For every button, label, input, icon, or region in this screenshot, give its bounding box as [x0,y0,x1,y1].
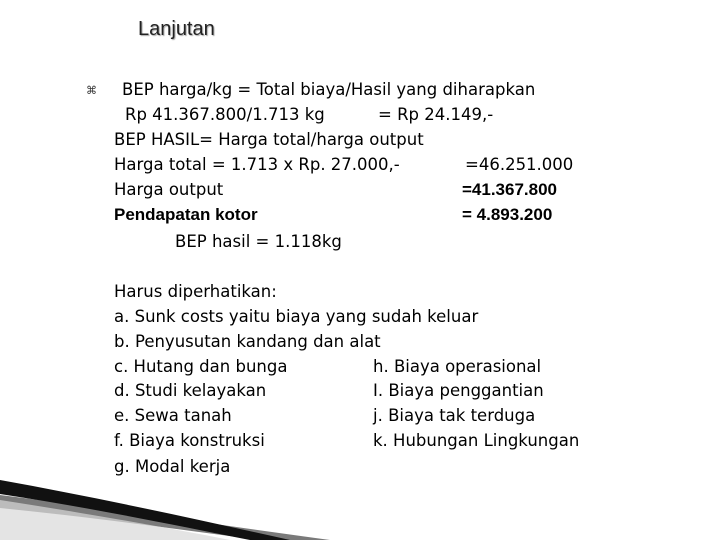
list-item: h. Biaya operasional [373,357,542,376]
list-item: g. Modal kerja [114,457,231,476]
decorative-swoosh [0,450,720,540]
bep-kg-calculation: Rp 41.367.800/1.713 kg [125,105,325,124]
list-item: I. Biaya penggantian [373,381,544,400]
bep-hasil-result: BEP hasil = 1.118kg [175,232,342,251]
bep-hasil-formula: BEP HASIL= Harga total/harga output [114,130,424,149]
list-item: d. Studi kelayakan [114,381,267,400]
slide-title: Lanjutan [138,18,215,40]
harga-output-value: =41.367.800 [462,180,558,199]
list-item: a. Sunk costs yaitu biaya yang sudah keluar [114,307,479,326]
bep-kg-result: = Rp 24.149,- [378,105,494,124]
list-item: k. Hubungan Lingkungan [373,431,580,450]
harga-total-value: =46.251.000 [465,155,574,174]
harga-total-label: Harga total = 1.713 x Rp. 27.000,- [114,155,400,174]
pendapatan-kotor-value: = 4.893.200 [462,205,553,224]
list-item: j. Biaya tak terduga [373,406,536,425]
notes-heading: Harus diperhatikan: [114,282,277,301]
pendapatan-kotor-label: Pendapatan kotor [114,205,258,224]
bep-kg-formula: BEP harga/kg = Total biaya/Hasil yang diharapkan [122,80,536,99]
list-item: c. Hutang dan bunga [114,357,288,376]
list-item: b. Penyusutan kandang dan alat [114,332,381,351]
harga-output-label: Harga output [114,180,224,199]
bullet-icon: ⌘ [86,84,97,97]
list-item: e. Sewa tanah [114,406,232,425]
list-item: f. Biaya konstruksi [114,431,265,450]
